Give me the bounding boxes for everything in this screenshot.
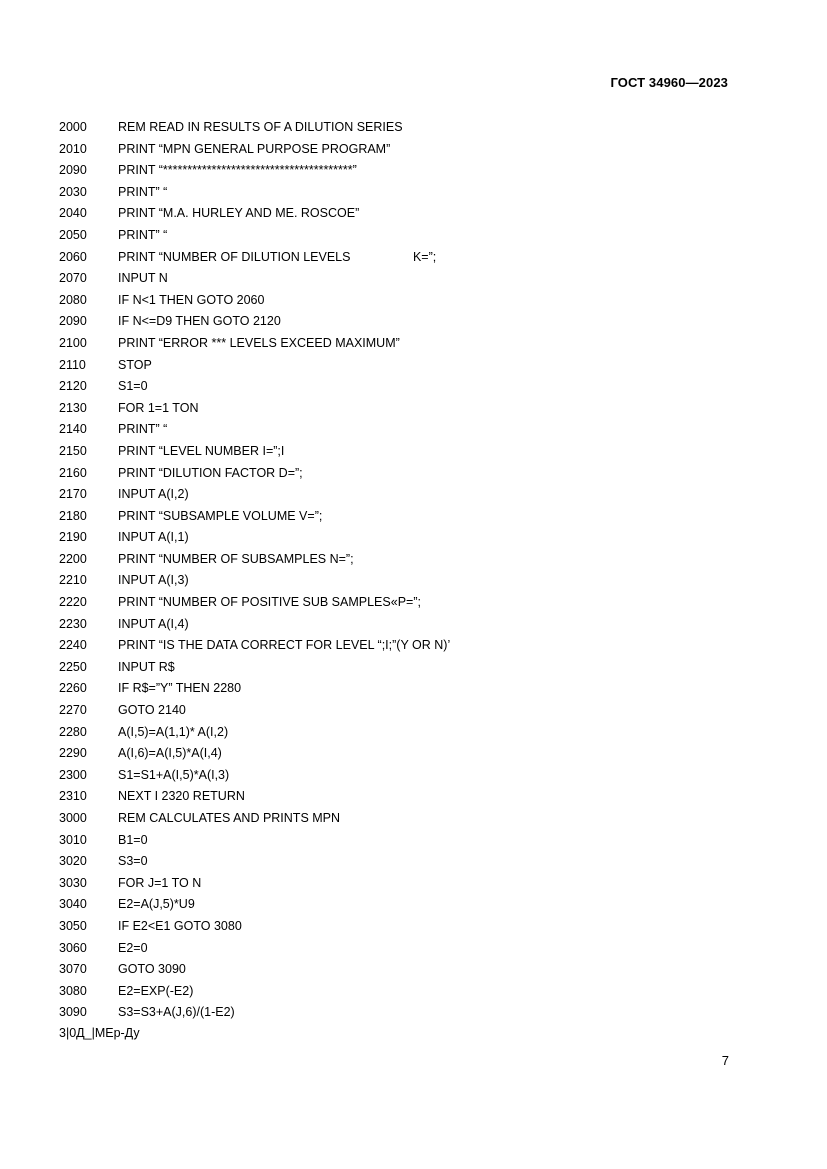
document-standard-header: ГОСТ 34960—2023 xyxy=(610,75,728,90)
line-number: 2240 xyxy=(59,638,87,653)
line-number: 2250 xyxy=(59,659,87,674)
line-number: 3010 xyxy=(59,832,87,847)
line-number: 2090 xyxy=(59,314,87,329)
line-number: 2180 xyxy=(59,508,87,523)
line-statement: S1=S1+A(I,5)*A(I,3) xyxy=(118,767,230,782)
code-line xyxy=(0,441,827,463)
code-line xyxy=(0,678,827,700)
line-statement: PRINT” “ xyxy=(118,422,168,437)
code-line xyxy=(0,355,827,377)
line-number: 2000 xyxy=(59,120,87,134)
code-line xyxy=(0,527,827,549)
line-number: 2210 xyxy=(59,573,87,588)
line-number: 2160 xyxy=(59,465,87,480)
code-line xyxy=(0,290,827,312)
line-statement: INPUT N xyxy=(118,271,168,286)
line-statement: A(I,6)=A(I,5)*A(I,4) xyxy=(118,746,222,761)
code-line xyxy=(0,139,827,161)
code-line xyxy=(0,722,827,744)
line-statement: INPUT A(I,1) xyxy=(118,530,189,545)
code-line xyxy=(0,743,827,765)
line-number: 3080 xyxy=(59,983,87,998)
line-statement: PRINT “M.A. HURLEY AND ME. ROSCOE” xyxy=(118,206,360,221)
line-statement: GOTO 3090 xyxy=(118,962,186,977)
code-line xyxy=(0,1002,827,1024)
line-statement: PRINT “LEVEL NUMBER I=”;I xyxy=(118,443,285,458)
line-statement: A(I,5)=A(1,1)* A(I,2) xyxy=(118,724,229,739)
line-number: 2230 xyxy=(59,616,87,631)
line-statement: PRINT” “ xyxy=(118,184,168,199)
line-statement: INPUT A(I,4) xyxy=(118,616,189,631)
line-statement: S3=S3+A(J,6)/(1-E2) xyxy=(118,1005,235,1020)
code-line xyxy=(0,419,827,441)
line-statement: S3=0 xyxy=(118,854,148,869)
line-number: 2070 xyxy=(59,271,87,286)
line-statement: E2=A(J,5)*U9 xyxy=(118,897,195,912)
code-line xyxy=(0,592,827,614)
line-statement: IF E2<E1 GOTO 3080 xyxy=(118,918,242,933)
line-number: 2120 xyxy=(59,379,87,394)
line-statement: FOR 1=1 TON xyxy=(118,400,199,415)
code-line xyxy=(0,873,827,895)
line-number: 2130 xyxy=(59,400,87,415)
line-number: 2100 xyxy=(59,335,87,350)
line-statement: PRINT “IS THE DATA CORRECT FOR LEVEL “;I;”(Y OR N)’ xyxy=(118,638,451,653)
line-statement: FOR J=1 TO N xyxy=(118,875,202,890)
line-statement: REM READ IN RESULTS OF A DILUTION SERIES xyxy=(118,120,403,134)
line-number: 2010 xyxy=(59,141,87,156)
code-line xyxy=(0,398,827,420)
line-statement: PRINT “NUMBER OF DILUTION LEVELS K=”; xyxy=(118,249,437,264)
line-number: 2310 xyxy=(59,789,87,804)
line-number: 3040 xyxy=(59,897,87,912)
code-line xyxy=(0,570,827,592)
line-number: 2060 xyxy=(59,249,87,264)
line-statement: E2=0 xyxy=(118,940,148,955)
footer-note: 3|0Д_|МЕр-Ду xyxy=(59,1026,140,1040)
line-number: 3000 xyxy=(59,811,87,825)
page-number: 7 xyxy=(721,1053,729,1068)
line-number: 2270 xyxy=(59,703,87,718)
line-statement: E2=EXP(-E2) xyxy=(118,983,194,998)
code-line xyxy=(0,700,827,722)
line-statement: S1=0 xyxy=(118,379,148,394)
code-line xyxy=(0,916,827,938)
code-line xyxy=(0,657,827,679)
code-line xyxy=(0,484,827,506)
line-number: 3050 xyxy=(59,918,87,933)
code-line xyxy=(0,830,827,852)
line-statement: INPUT A(I,2) xyxy=(118,487,189,502)
line-number: 2040 xyxy=(59,206,87,221)
line-number: 2090 xyxy=(59,163,87,178)
code-line xyxy=(0,894,827,916)
line-statement: PRINT “***************************************” xyxy=(118,163,357,178)
code-line xyxy=(0,938,827,960)
line-number: 2080 xyxy=(59,292,87,307)
code-line xyxy=(0,333,827,355)
code-line xyxy=(0,506,827,528)
line-number: 2050 xyxy=(59,227,87,242)
code-line xyxy=(0,247,827,269)
line-statement: IF N<=D9 THEN GOTO 2120 xyxy=(118,314,281,329)
line-statement: STOP xyxy=(118,357,152,372)
code-line xyxy=(0,549,827,571)
line-statement: PRINT “NUMBER OF POSITIVE SUB SAMPLES«P=”; xyxy=(118,595,421,610)
line-statement: IF N<1 THEN GOTO 2060 xyxy=(118,292,265,307)
line-statement: NEXT I 2320 RETURN xyxy=(118,789,245,804)
code-line xyxy=(0,160,827,182)
program-listing xyxy=(0,117,827,1024)
line-number: 2030 xyxy=(59,184,87,199)
line-statement: REM CALCULATES AND PRINTS MPN xyxy=(118,811,341,825)
code-line xyxy=(0,959,827,981)
line-number: 2190 xyxy=(59,530,87,545)
line-statement: IF R$=”Y” THEN 2280 xyxy=(118,681,242,696)
code-line xyxy=(0,786,827,808)
code-line xyxy=(0,225,827,247)
code-line xyxy=(0,376,827,398)
line-number: 2170 xyxy=(59,487,87,502)
line-statement: B1=0 xyxy=(118,832,148,847)
code-line xyxy=(0,808,827,830)
code-line xyxy=(0,614,827,636)
line-number: 2140 xyxy=(59,422,87,437)
line-number: 2200 xyxy=(59,551,87,566)
line-statement: PRINT “ERROR *** LEVELS EXCEED MAXIMUM” xyxy=(118,335,400,350)
line-statement: PRINT” “ xyxy=(118,227,168,242)
code-line xyxy=(0,463,827,485)
line-number: 2280 xyxy=(59,724,87,739)
code-line xyxy=(0,117,827,139)
line-statement: INPUT A(I,3) xyxy=(118,573,189,588)
line-number: 2220 xyxy=(59,595,87,610)
code-line xyxy=(0,182,827,204)
code-line xyxy=(0,203,827,225)
code-line xyxy=(0,311,827,333)
line-number: 3030 xyxy=(59,875,87,890)
line-statement: PRINT “DILUTION FACTOR D=”; xyxy=(118,465,303,480)
code-line xyxy=(0,981,827,1003)
line-number: 3060 xyxy=(59,940,87,955)
line-number: 2110 xyxy=(59,357,86,372)
code-line xyxy=(0,268,827,290)
line-number: 3020 xyxy=(59,854,87,869)
line-number: 2150 xyxy=(59,443,87,458)
line-statement: PRINT “NUMBER OF SUBSAMPLES N=”; xyxy=(118,551,354,566)
code-line xyxy=(0,851,827,873)
code-line xyxy=(0,765,827,787)
line-statement: PRINT “SUBSAMPLE VOLUME V=”; xyxy=(118,508,323,523)
line-number: 2290 xyxy=(59,746,87,761)
line-number: 3070 xyxy=(59,962,87,977)
line-number: 2300 xyxy=(59,767,87,782)
line-number: 3090 xyxy=(59,1005,87,1020)
line-statement: PRINT “MPN GENERAL PURPOSE PROGRAM” xyxy=(118,141,391,156)
line-statement: INPUT R$ xyxy=(118,659,175,674)
code-line xyxy=(0,635,827,657)
line-number: 2260 xyxy=(59,681,87,696)
line-statement: GOTO 2140 xyxy=(118,703,186,718)
